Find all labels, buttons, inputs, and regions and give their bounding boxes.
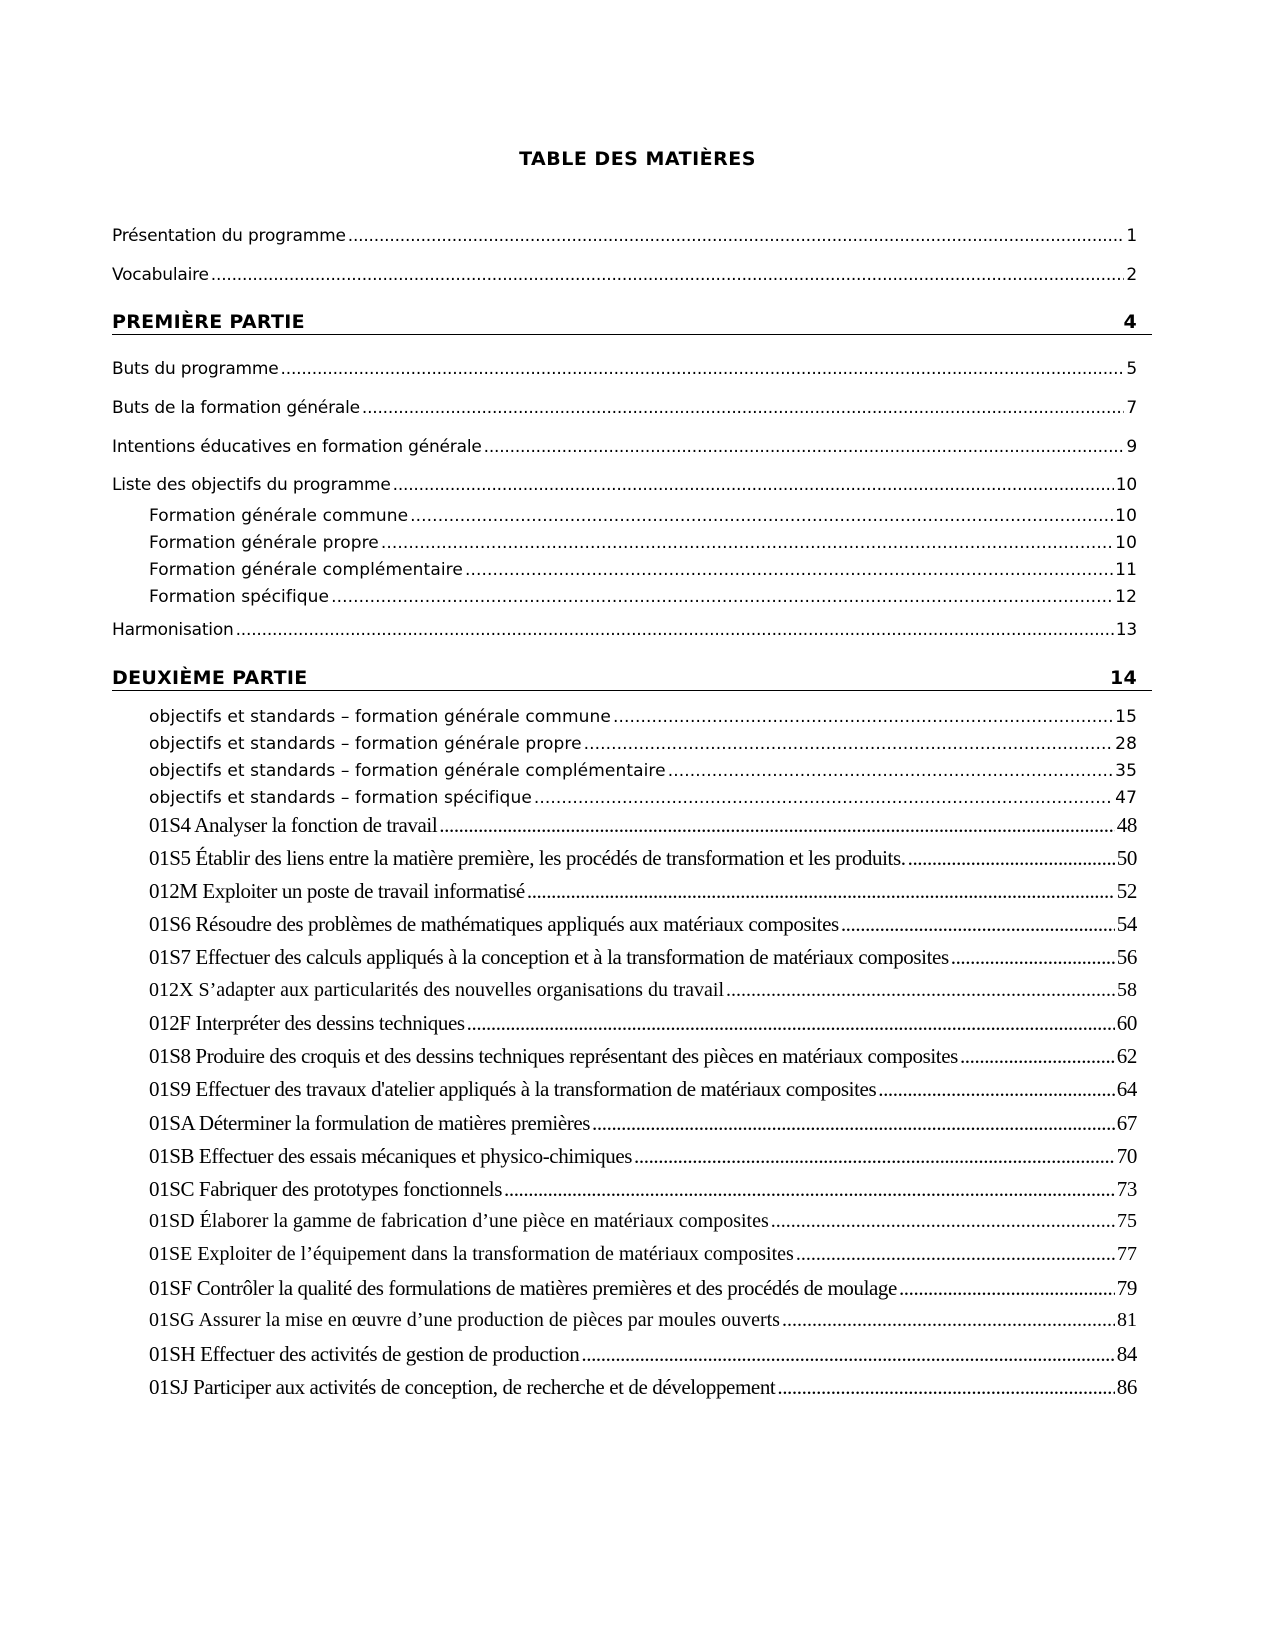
toc-sub-entry[interactable] [149,506,1137,526]
toc-entry-page: 7 [1126,398,1137,418]
leader-dots [236,620,1114,640]
toc-competency-entry[interactable] [149,813,1137,838]
toc-competency-entry[interactable] [149,1210,1137,1233]
part-heading[interactable] [112,667,1152,691]
toc-entry-label: 01S7 Effectuer des calculs appliqués à la conception et à la transformation de matériaux composites [149,945,949,969]
toc-entry-page: 12 [1115,587,1137,607]
toc-entry-label: Formation générale propre [149,533,379,553]
leader-dots [381,533,1113,553]
toc-competency-entry[interactable] [149,945,1137,970]
toc-sub-entry[interactable] [149,734,1137,754]
toc-sub-entry[interactable] [149,560,1137,580]
leader-dots [951,945,1115,970]
leader-dots [504,1177,1115,1202]
toc-competency-entry[interactable] [149,979,1137,1002]
toc-entry-label: objectifs et standards – formation spécifique [149,788,532,808]
leader-dots [878,1077,1115,1102]
toc-entry[interactable] [112,265,1137,285]
toc-entry-label: 012M Exploiter un poste de travail informatisé [149,879,525,903]
part-heading-label: DEUXIÈME PARTIE [112,667,308,689]
toc-entry-label: Formation générale commune [149,506,409,526]
leader-dots [777,1375,1114,1400]
toc-competency-entry[interactable] [149,1276,1137,1301]
toc-entry-label: Formation spécifique [149,587,330,607]
toc-entry-page: 5 [1126,359,1137,379]
toc-entry-label: 01SB Effectuer des essais mécaniques et physico-chimiques [149,1144,633,1168]
toc-entry-page: 52 [1116,879,1137,903]
toc-entry-page: 11 [1115,560,1137,580]
toc-entry-page: 67 [1116,1111,1137,1135]
toc-entry-page: 54 [1116,912,1137,936]
leader-dots [534,788,1113,808]
toc-entry[interactable] [112,620,1137,640]
toc-entry-label: 01S6 Résoudre des problèmes de mathématiques appliqués aux matériaux composites [149,912,839,936]
toc-entry-label: 01S4 Analyser la fonction de travail [149,813,438,837]
leader-dots [668,761,1113,781]
toc-entry-label: Intentions éducatives en formation générale [112,437,482,457]
toc-entry-label: Formation générale complémentaire [149,560,463,580]
toc-entry-page: 9 [1126,437,1137,457]
toc-entry-label: 01SG Assurer la mise en œuvre d’une production de pièces par moules ouverts [149,1309,780,1331]
toc-entry-label: 012X S’adapter aux particularités des nouvelles organisations du travail [149,979,725,1001]
toc-entry-label: objectifs et standards – formation générale commune [149,707,611,727]
toc-competency-entry[interactable] [149,1077,1137,1102]
toc-entry-page: 64 [1116,1077,1137,1101]
toc-entry-label: 01SC Fabriquer des prototypes fonctionnels [149,1177,502,1201]
toc-competency-entry[interactable] [149,1342,1137,1367]
leader-dots [348,226,1125,246]
leader-dots [211,265,1125,285]
toc-entry-page: 47 [1115,788,1137,808]
toc-entry-label: 01SE Exploiter de l’équipement dans la transformation de matériaux composites [149,1243,794,1265]
toc-entry-page: 10 [1115,506,1137,526]
leader-dots [581,1342,1114,1367]
part-heading-label: PREMIÈRE PARTIE [112,311,305,333]
toc-entry[interactable] [112,226,1137,246]
leader-dots [465,560,1113,580]
toc-competency-entry[interactable] [149,1309,1137,1332]
toc-entry-label: 01SA Déterminer la formulation de matières premières [149,1111,591,1135]
toc-entry[interactable] [112,398,1137,418]
toc-entry-page: 73 [1116,1177,1137,1201]
leader-dots [484,437,1125,457]
toc-entry-page: 2 [1126,265,1137,285]
toc-entry-page: 56 [1116,945,1137,969]
toc-entry-page: 84 [1116,1342,1137,1366]
toc-sub-entry[interactable] [149,533,1137,553]
part-heading-page: 4 [1123,311,1137,333]
leader-dots [527,879,1115,904]
toc-entry-label: objectifs et standards – formation générale propre [149,734,582,754]
leader-dots [634,1144,1115,1169]
leader-dots [782,1309,1115,1332]
toc-entry-page: 70 [1116,1144,1137,1168]
toc-entry-page: 60 [1116,1011,1137,1035]
toc-entry-label: 012F Interpréter des dessins techniques [149,1011,465,1035]
leader-dots [467,1011,1115,1036]
part-heading-page: 14 [1109,667,1137,689]
toc-entry-label: Liste des objectifs du programme [112,475,391,495]
toc-competency-entry[interactable] [149,1144,1137,1169]
toc-entry-page: 79 [1116,1276,1137,1300]
toc-entry-label: 01SJ Participer aux activités de conception, de recherche et de développement [149,1375,776,1399]
toc-competency-entry[interactable] [149,1111,1137,1136]
leader-dots [362,398,1125,418]
toc-entry-label: Harmonisation [112,620,234,640]
toc-entry-label: 01S8 Produire des croquis et des dessins techniques représentant des pièces en matériaux composites [149,1044,958,1068]
leader-dots [841,912,1115,937]
toc-entry-page: 50 [1116,846,1137,870]
toc-competency-entry[interactable] [149,879,1137,904]
toc-entry-label: 01SH Effectuer des activités de gestion de production [149,1342,580,1366]
leader-dots [410,506,1113,526]
toc-entry[interactable] [112,437,1137,457]
toc-entry-label: Buts de la formation générale [112,398,360,418]
leader-dots [592,1111,1115,1136]
toc-entry-label: 01S5 Établir des liens entre la matière première, les procédés de transformation et les produits. [149,846,906,870]
leader-dots [613,707,1113,727]
toc-sub-entry[interactable] [149,707,1137,727]
toc-competency-entry[interactable] [149,1375,1137,1400]
toc-competency-entry[interactable] [149,1177,1137,1202]
toc-entry-page: 58 [1117,979,1137,1001]
toc-competency-entry[interactable] [149,1044,1137,1069]
toc-entry-page: 10 [1115,475,1137,495]
toc-entry-page: 62 [1116,1044,1137,1068]
leader-dots [584,734,1114,754]
leader-dots [281,359,1125,379]
leader-dots [960,1044,1115,1069]
toc-entry-label: 01SD Élaborer la gamme de fabrication d’une pièce en matériaux composites [149,1210,769,1232]
leader-dots [331,587,1113,607]
toc-entry-page: 28 [1115,734,1137,754]
toc-entry-label: Buts du programme [112,359,279,379]
toc-entry-page: 35 [1115,761,1137,781]
toc-entry-page: 10 [1115,533,1137,553]
toc-competency-entry[interactable] [149,912,1137,937]
leader-dots [899,1276,1115,1301]
leader-dots [771,1210,1115,1233]
page-title: TABLE DES MATIÈRES [519,148,756,170]
part-heading[interactable] [112,311,1152,335]
toc-entry-page: 15 [1115,707,1137,727]
leader-dots [908,846,1115,871]
toc-competency-entry[interactable] [149,1243,1137,1266]
leader-dots [393,475,1114,495]
leader-dots [726,979,1115,1002]
toc-entry-label: 01S9 Effectuer des travaux d'atelier appliqués à la transformation de matériaux composites [149,1077,877,1101]
toc-entry-label: Vocabulaire [112,265,209,285]
toc-competency-entry[interactable] [149,846,1137,871]
toc-entry[interactable] [112,475,1137,495]
toc-entry-page: 86 [1116,1375,1137,1399]
toc-entry-page: 1 [1126,226,1137,246]
toc-entry-label: 01SF Contrôler la qualité des formulations de matières premières et des procédés de moulage [149,1276,897,1300]
toc-entry-page: 77 [1117,1243,1137,1265]
toc-entry-page: 48 [1116,813,1137,837]
toc-sub-entry[interactable] [149,587,1137,607]
toc-competency-entry[interactable] [149,1011,1137,1036]
leader-dots [796,1243,1115,1266]
toc-entry[interactable] [112,359,1137,379]
toc-entry-page: 75 [1117,1210,1137,1232]
toc-entry-page: 81 [1117,1309,1137,1331]
toc-sub-entry[interactable] [149,788,1137,808]
toc-entry-label: Présentation du programme [112,226,346,246]
toc-entry-page: 13 [1115,620,1137,640]
leader-dots [439,813,1115,838]
toc-entry-label: objectifs et standards – formation générale complémentaire [149,761,666,781]
toc-sub-entry[interactable] [149,761,1137,781]
